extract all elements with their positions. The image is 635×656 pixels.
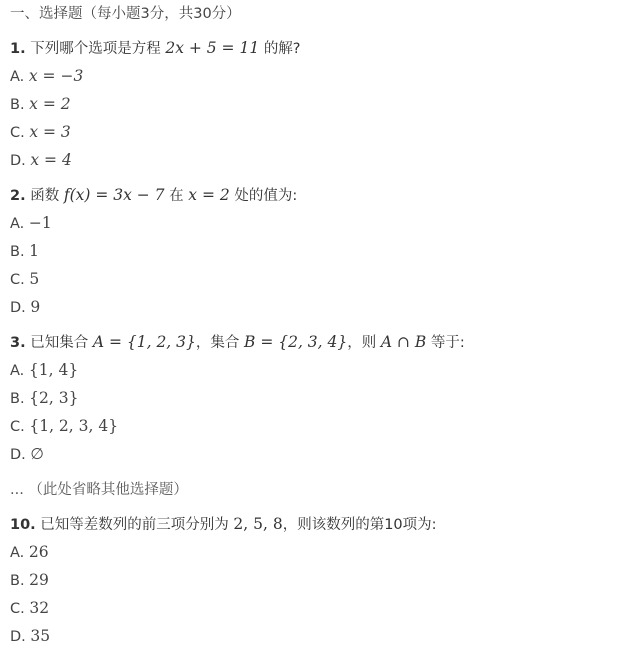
question-text: 函数 bbox=[30, 188, 60, 204]
question-text: 下列哪个选项是方程 bbox=[30, 41, 161, 57]
question-text: 的解? bbox=[263, 41, 301, 57]
question-text: 已知集合 bbox=[30, 335, 89, 351]
option-label: C. bbox=[10, 125, 25, 141]
option-d[interactable] bbox=[10, 444, 44, 465]
question-number: 10. bbox=[10, 517, 36, 533]
option-label: A. bbox=[10, 216, 25, 232]
option-b[interactable] bbox=[10, 94, 71, 115]
option-value: 32 bbox=[29, 599, 50, 617]
option-label: C. bbox=[10, 601, 25, 617]
question-1 bbox=[10, 38, 301, 59]
option-a[interactable] bbox=[10, 360, 78, 381]
omitted-note: ... （此处省略其他选择题） bbox=[10, 482, 188, 498]
question-text: ，则 bbox=[347, 335, 377, 351]
question-text: ，则该数列的第10项为: bbox=[282, 517, 437, 533]
option-c[interactable] bbox=[10, 269, 39, 290]
question-text: 在 bbox=[169, 188, 184, 204]
option-c[interactable] bbox=[10, 416, 118, 437]
math-expression: 2, 5, 8 bbox=[233, 515, 283, 533]
option-label: B. bbox=[10, 573, 25, 589]
question-10 bbox=[10, 514, 437, 535]
option-a[interactable] bbox=[10, 66, 83, 87]
option-a[interactable] bbox=[10, 213, 52, 234]
section-title: 一、选择题（每小题3分，共30分） bbox=[10, 6, 241, 22]
option-c[interactable] bbox=[10, 598, 49, 619]
question-2 bbox=[10, 185, 297, 206]
option-label: D. bbox=[10, 153, 26, 169]
option-value: 35 bbox=[30, 627, 51, 645]
option-c[interactable] bbox=[10, 122, 71, 143]
question-text: 处的值为: bbox=[234, 188, 298, 204]
option-value: x = 4 bbox=[30, 151, 72, 169]
question-text: 已知等差数列的前三项分别为 bbox=[40, 517, 229, 533]
option-label: C. bbox=[10, 272, 25, 288]
option-value: 1 bbox=[29, 242, 40, 260]
option-value: x = 3 bbox=[29, 123, 71, 141]
math-expression: x = 2 bbox=[188, 186, 230, 204]
option-label: D. bbox=[10, 629, 26, 645]
option-label: C. bbox=[10, 419, 25, 435]
option-label: D. bbox=[10, 300, 26, 316]
option-value: {2, 3} bbox=[29, 389, 79, 407]
math-expression: A = {1, 2, 3} bbox=[92, 333, 196, 351]
option-value: x = −3 bbox=[28, 67, 84, 85]
option-b[interactable] bbox=[10, 388, 78, 409]
question-number: 2. bbox=[10, 188, 26, 204]
question-number: 1. bbox=[10, 41, 26, 57]
option-value: 9 bbox=[30, 298, 41, 316]
option-value: 26 bbox=[28, 543, 49, 561]
question-text: 等于: bbox=[430, 335, 465, 351]
option-value: 5 bbox=[29, 270, 40, 288]
option-label: A. bbox=[10, 69, 25, 85]
option-value: ∅ bbox=[30, 445, 44, 463]
option-value: {1, 4} bbox=[28, 361, 79, 379]
math-expression: B = {2, 3, 4} bbox=[244, 333, 348, 351]
option-d[interactable] bbox=[10, 150, 72, 171]
option-d[interactable] bbox=[10, 626, 50, 647]
option-value: {1, 2, 3, 4} bbox=[29, 417, 119, 435]
option-b[interactable] bbox=[10, 241, 39, 262]
option-d[interactable] bbox=[10, 297, 40, 318]
option-label: D. bbox=[10, 447, 26, 463]
option-label: B. bbox=[10, 97, 25, 113]
option-value: 29 bbox=[29, 571, 49, 589]
question-3 bbox=[10, 332, 465, 353]
option-label: A. bbox=[10, 545, 25, 561]
math-expression: 2x + 5 = 11 bbox=[165, 39, 260, 57]
question-number: 3. bbox=[10, 335, 26, 351]
option-label: B. bbox=[10, 391, 25, 407]
math-expression: A ∩ B bbox=[380, 333, 427, 351]
option-label: B. bbox=[10, 244, 25, 260]
math-expression: f(x) = 3x − 7 bbox=[63, 186, 165, 204]
option-a[interactable] bbox=[10, 542, 49, 563]
option-label: A. bbox=[10, 363, 25, 379]
option-value: −1 bbox=[28, 214, 52, 232]
question-text: ，集合 bbox=[195, 335, 240, 351]
option-b[interactable] bbox=[10, 570, 49, 591]
option-value: x = 2 bbox=[29, 95, 71, 113]
